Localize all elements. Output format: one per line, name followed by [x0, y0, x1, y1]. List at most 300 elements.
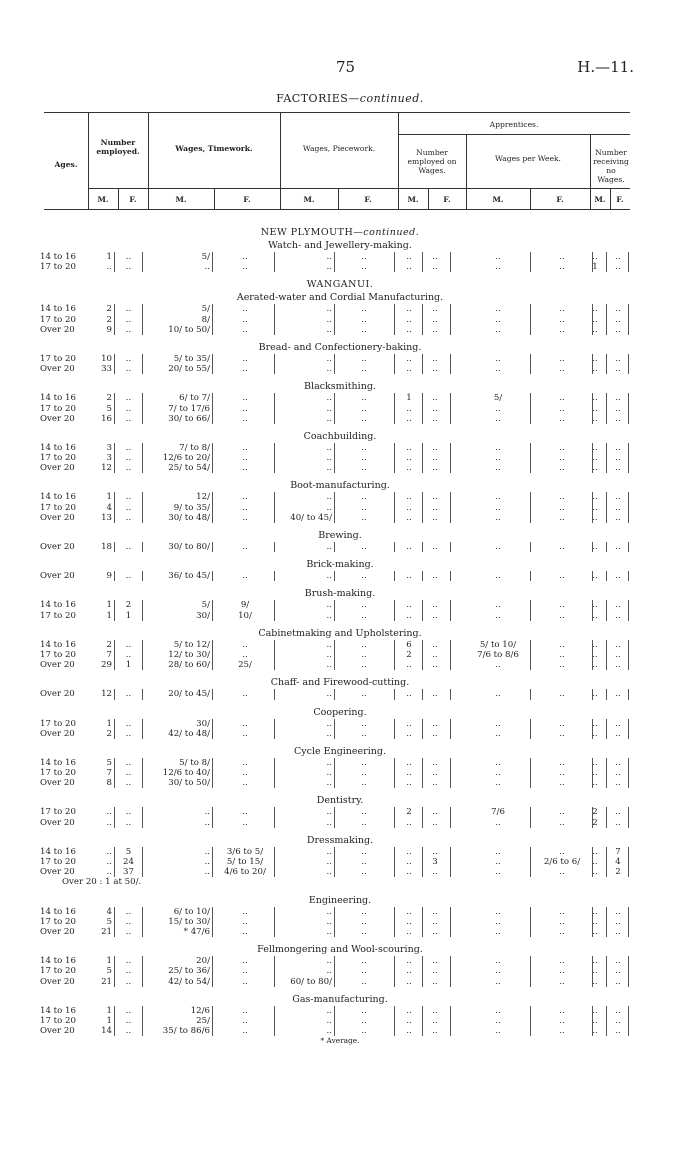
apprentice-m-cell: .. — [406, 906, 412, 917]
timework-f-cell: .. — [242, 649, 248, 660]
no-wage-f-cell: .. — [615, 502, 621, 513]
table-row — [40, 492, 640, 502]
apprentice-wage-m-cell: .. — [495, 413, 501, 424]
age-cell: 17 to 20 — [40, 353, 76, 364]
age-cell: 14 to 16 — [40, 304, 76, 315]
no-wage-f-cell: .. — [615, 768, 621, 779]
apprentice-m-cell: .. — [406, 728, 412, 739]
employed-f-cell: .. — [125, 966, 132, 977]
column-rule — [422, 1016, 423, 1026]
column-rule — [334, 571, 335, 581]
apprentice-m-cell: .. — [406, 542, 412, 552]
apprentice-wage-m-cell: .. — [495, 1015, 501, 1026]
employed-m-cell: 1 — [106, 600, 112, 611]
column-rule — [606, 262, 607, 272]
column-rule — [274, 463, 275, 473]
column-rule — [274, 768, 275, 778]
column-rule — [628, 857, 629, 867]
no-wage-f-cell: .. — [615, 262, 621, 273]
age-cell: Over 20 — [40, 324, 75, 335]
timework-f-cell: .. — [242, 571, 248, 582]
no-wage-f-cell: .. — [615, 571, 621, 582]
apprentice-m-cell: .. — [406, 252, 412, 262]
column-rule — [334, 807, 335, 817]
column-rule — [450, 453, 451, 463]
apprentice-m-cell: .. — [406, 314, 412, 325]
trade-heading: Watch- and Jewellery-making. — [268, 240, 412, 251]
no-wage-f-cell: .. — [615, 314, 621, 325]
column-rule — [530, 847, 531, 857]
column-rule — [628, 956, 629, 966]
column-rule — [114, 252, 115, 262]
timework-f-cell: .. — [242, 1005, 248, 1016]
column-rule — [114, 917, 115, 927]
no-wage-m-cell: .. — [592, 364, 598, 375]
apprentice-wage-m-cell: .. — [495, 689, 501, 700]
apprentice-wage-f-cell: .. — [559, 304, 565, 315]
column-rule — [114, 325, 115, 335]
column-rule — [628, 917, 629, 927]
column-rule — [212, 768, 213, 778]
no-wage-m-cell: .. — [592, 463, 598, 474]
no-wage-f-cell: .. — [615, 1026, 621, 1037]
header-m: M. — [175, 195, 187, 204]
timework-f-cell: .. — [242, 512, 248, 523]
employed-m-cell: 5 — [106, 403, 112, 414]
table-row — [40, 600, 640, 610]
column-rule — [142, 977, 143, 987]
apprentice-wage-f-cell: .. — [559, 492, 565, 503]
table-row — [40, 907, 640, 917]
apprentice-m-cell: .. — [406, 757, 412, 768]
employed-m-cell: 16 — [101, 413, 112, 424]
header-ages: Ages. — [54, 160, 78, 169]
apprentice-wage-m-cell: .. — [495, 610, 501, 621]
column-rule — [114, 719, 115, 729]
apprentice-wage-f-cell: .. — [559, 718, 565, 729]
age-cell: 14 to 16 — [40, 1005, 76, 1016]
column-rule — [142, 729, 143, 739]
piecework-f-cell: .. — [361, 571, 367, 582]
column-rule — [142, 867, 143, 877]
column-rule — [606, 571, 607, 581]
column-rule — [142, 1026, 143, 1036]
trade-heading: Brush-making. — [304, 588, 376, 600]
employed-f-cell: .. — [125, 262, 132, 273]
no-wage-f-cell: .. — [615, 689, 621, 700]
no-wage-f-cell: .. — [615, 600, 621, 611]
column-rule — [212, 503, 213, 513]
timework-m-cell: 12/6 to 40/ — [162, 768, 210, 779]
no-wage-f-cell: .. — [615, 453, 621, 464]
column-rule — [422, 650, 423, 660]
column-rule — [628, 393, 629, 403]
column-rule — [530, 443, 531, 453]
employed-m-cell: 33 — [101, 364, 112, 375]
header-m: M. — [407, 195, 419, 204]
no-wage-f-cell: .. — [615, 353, 621, 364]
column-rule — [142, 917, 143, 927]
column-rule — [450, 325, 451, 335]
no-wage-m-cell: .. — [592, 252, 598, 262]
column-rule — [530, 1026, 531, 1036]
employed-f-cell: .. — [125, 304, 132, 315]
column-rule — [628, 463, 629, 473]
age-cell: 17 to 20 — [40, 649, 76, 660]
column-rule — [606, 818, 607, 828]
column-rule — [628, 404, 629, 414]
column-rule — [422, 443, 423, 453]
column-rule — [114, 729, 115, 739]
apprentice-m-cell: .. — [406, 610, 412, 621]
apprentice-m-cell: .. — [406, 442, 412, 453]
piecework-f-cell: .. — [361, 768, 367, 779]
apprentice-wage-f-cell: .. — [559, 542, 565, 552]
column-rule — [422, 689, 423, 699]
column-rule — [606, 304, 607, 314]
apprentice-wage-m-cell: .. — [495, 353, 501, 364]
column-rule — [606, 917, 607, 927]
column-rule — [394, 966, 395, 976]
timework-f-cell: .. — [242, 492, 248, 503]
age-cell: Over 20 — [40, 364, 75, 375]
column-rule — [530, 571, 531, 581]
column-rule — [606, 611, 607, 621]
column-rule — [142, 453, 143, 463]
column-rule — [274, 917, 275, 927]
apprentice-wage-f-cell: .. — [559, 600, 565, 611]
no-wage-f-cell: .. — [615, 442, 621, 453]
column-rule — [334, 443, 335, 453]
apprentice-m-cell: .. — [406, 403, 412, 414]
employed-f-cell: 1 — [125, 610, 132, 621]
column-rule — [114, 542, 115, 552]
apprentice-m-cell: .. — [406, 916, 412, 927]
employed-m-cell: 18 — [101, 542, 112, 552]
trade-heading: Boot-manufacturing. — [290, 480, 390, 492]
column-rule — [142, 325, 143, 335]
column-rule — [212, 611, 213, 621]
timework-m-cell: 35/ to 86/6 — [162, 1026, 210, 1037]
piecework-f-cell: .. — [361, 976, 367, 987]
apprentice-f-cell: .. — [432, 778, 438, 789]
column-rule — [334, 513, 335, 523]
age-cell: Over 20 — [40, 817, 75, 828]
age-cell: 14 to 16 — [40, 442, 76, 453]
section-note: Over 20 : 1 at 50/. — [62, 877, 142, 888]
employed-f-cell: .. — [125, 906, 132, 917]
employed-m-cell: .. — [106, 867, 112, 878]
no-wage-f-cell: .. — [615, 542, 621, 552]
column-rule — [334, 847, 335, 857]
column-rule — [394, 463, 395, 473]
column-rule — [422, 315, 423, 325]
apprentice-wage-m-cell: .. — [495, 600, 501, 611]
no-wage-m-cell: .. — [592, 966, 598, 977]
table-row — [40, 1006, 640, 1016]
column-rule — [114, 768, 115, 778]
piecework-f-cell: .. — [361, 1005, 367, 1016]
column-rule — [142, 1006, 143, 1016]
employed-m-cell: 2 — [106, 393, 112, 404]
age-cell: 17 to 20 — [40, 403, 76, 414]
piecework-f-cell: .. — [361, 660, 367, 671]
no-wage-f-cell: .. — [615, 1015, 621, 1026]
no-wage-f-cell: .. — [615, 906, 621, 917]
age-cell: 17 to 20 — [40, 807, 76, 818]
piecework-m-cell: 40/ to 45/ — [290, 512, 332, 523]
column-rule — [394, 1016, 395, 1026]
column-rule — [606, 729, 607, 739]
column-rule — [530, 857, 531, 867]
column-rule — [450, 262, 451, 272]
apprentice-wage-m-cell: 7/6 — [491, 807, 505, 818]
apprentice-f-cell: .. — [432, 757, 438, 768]
column-rule — [628, 492, 629, 502]
column-rule — [212, 354, 213, 364]
column-rule — [212, 966, 213, 976]
no-wage-m-cell: .. — [592, 453, 598, 464]
apprentice-f-cell: .. — [432, 324, 438, 335]
apprentice-wage-m-cell: .. — [495, 857, 501, 867]
column-rule — [422, 807, 423, 817]
timework-m-cell: 5/ — [201, 252, 210, 262]
apprentice-f-cell: .. — [432, 600, 438, 611]
column-rule — [334, 364, 335, 374]
apprentice-f-cell: .. — [432, 314, 438, 325]
apprentice-f-cell: .. — [432, 403, 438, 414]
employed-m-cell: 1 — [106, 1005, 112, 1016]
trade-heading: Aerated-water and Cordial Manufacturing. — [236, 292, 444, 304]
employed-f-cell: .. — [125, 542, 132, 552]
column-rule — [142, 719, 143, 729]
piecework-m-cell: .. — [326, 542, 332, 552]
employed-m-cell: 1 — [106, 252, 112, 262]
employed-f-cell: .. — [125, 728, 132, 739]
column-rule — [422, 453, 423, 463]
column-rule — [212, 847, 213, 857]
no-wage-m-cell: 2 — [592, 807, 598, 818]
column-rule — [142, 600, 143, 610]
employed-f-cell: .. — [125, 502, 132, 513]
apprentice-wage-m-cell: .. — [495, 542, 501, 552]
no-wage-m-cell: .. — [592, 442, 598, 453]
apprentice-f-cell: .. — [432, 956, 438, 967]
header-number-employed: Number employed. — [96, 138, 140, 156]
column-rule — [212, 778, 213, 788]
timework-m-cell: 30/ to 48/ — [168, 512, 210, 523]
column-rule — [628, 571, 629, 581]
column-rule — [114, 867, 115, 877]
column-rule — [274, 315, 275, 325]
apprentice-wage-m-cell: .. — [495, 512, 501, 523]
apprentice-wage-f-cell: .. — [559, 916, 565, 927]
piecework-f-cell: .. — [361, 728, 367, 739]
employed-m-cell: 14 — [101, 1026, 112, 1037]
apprentice-m-cell: .. — [406, 453, 412, 464]
employed-m-cell: 2 — [106, 639, 112, 650]
column-rule — [422, 503, 423, 513]
no-wage-m-cell: .. — [592, 867, 598, 878]
table-row — [40, 778, 640, 788]
no-wage-f-cell: .. — [615, 324, 621, 335]
no-wage-m-cell: .. — [592, 304, 598, 315]
no-wage-f-cell: 2 — [615, 867, 621, 878]
no-wage-m-cell: .. — [592, 542, 598, 552]
column-rule — [606, 393, 607, 403]
apprentice-f-cell: .. — [432, 718, 438, 729]
piecework-f-cell: .. — [361, 689, 367, 700]
table-row — [40, 966, 640, 976]
column-rule — [422, 611, 423, 621]
column-rule — [394, 492, 395, 502]
timework-m-cell: 12/6 to 20/ — [162, 453, 210, 464]
column-rule — [530, 503, 531, 513]
column-rule — [142, 956, 143, 966]
no-wage-m-cell: .. — [592, 846, 598, 857]
apprentice-m-cell: .. — [406, 1015, 412, 1026]
column-rule — [394, 354, 395, 364]
column-rule — [142, 252, 143, 262]
column-rule — [212, 650, 213, 660]
header-f: F. — [243, 195, 251, 204]
column-rule — [530, 611, 531, 621]
apprentice-wage-f-cell: .. — [559, 867, 565, 878]
column-rule — [274, 689, 275, 699]
column-rule — [530, 650, 531, 660]
column-rule — [114, 393, 115, 403]
column-rule — [142, 758, 143, 768]
column-rule — [142, 927, 143, 937]
table-row — [40, 1016, 640, 1026]
apprentice-m-cell: .. — [406, 660, 412, 671]
column-rule — [628, 847, 629, 857]
column-rule — [422, 600, 423, 610]
column-rule — [450, 977, 451, 987]
column-rule — [274, 778, 275, 788]
column-rule — [628, 640, 629, 650]
no-wage-f-cell: .. — [615, 252, 621, 262]
apprentice-f-cell: .. — [432, 512, 438, 523]
apprentice-wage-f-cell: .. — [559, 353, 565, 364]
apprentice-wage-m-cell: .. — [495, 718, 501, 729]
age-cell: 17 to 20 — [40, 502, 76, 513]
column-rule — [394, 778, 395, 788]
apprentice-m-cell: .. — [406, 413, 412, 424]
column-rule — [212, 325, 213, 335]
apprentice-m-cell: .. — [406, 778, 412, 789]
column-rule — [274, 867, 275, 877]
column-rule — [450, 513, 451, 523]
employed-m-cell: .. — [106, 807, 112, 818]
trade-heading: Chaff- and Firewood-cutting. — [270, 677, 410, 689]
column-rule — [212, 463, 213, 473]
timework-m-cell: 5/ — [201, 600, 210, 611]
timework-m-cell: 6/ to 7/ — [179, 393, 210, 404]
column-rule — [142, 1016, 143, 1026]
piecework-m-cell: .. — [326, 502, 332, 513]
no-wage-f-cell: .. — [615, 976, 621, 987]
apprentice-m-cell: .. — [406, 463, 412, 474]
column-rule — [334, 600, 335, 610]
trade-heading: Bread- and Confectionery-baking. — [258, 341, 422, 353]
age-cell: 17 to 20 — [40, 718, 76, 729]
piecework-m-cell: .. — [326, 1026, 332, 1037]
column-rule — [422, 927, 423, 937]
apprentice-m-cell: .. — [406, 502, 412, 513]
column-rule — [628, 315, 629, 325]
piecework-m-cell: .. — [326, 906, 332, 917]
column-rule — [530, 364, 531, 374]
timework-m-cell: 25/ — [196, 1015, 210, 1026]
column-rule — [628, 262, 629, 272]
table-row — [40, 719, 640, 729]
age-cell: Over 20 — [40, 689, 75, 700]
column-rule — [212, 453, 213, 463]
employed-m-cell: 12 — [101, 689, 112, 700]
table-row — [40, 977, 640, 987]
timework-f-cell: .. — [242, 926, 248, 937]
column-rule — [450, 689, 451, 699]
apprentice-f-cell: .. — [432, 463, 438, 474]
no-wage-f-cell: .. — [615, 512, 621, 523]
no-wage-f-cell: .. — [615, 807, 621, 818]
column-rule — [274, 640, 275, 650]
column-rule — [628, 977, 629, 987]
column-rule — [530, 404, 531, 414]
apprentice-f-cell: .. — [432, 364, 438, 375]
table-row — [40, 857, 640, 867]
no-wage-m-cell: .. — [592, 857, 598, 867]
column-rule — [530, 966, 531, 976]
employed-m-cell: 5 — [106, 916, 112, 927]
apprentice-m-cell: .. — [406, 966, 412, 977]
column-rule — [142, 513, 143, 523]
piecework-m-cell: .. — [326, 262, 332, 273]
apprentice-wage-f-cell: .. — [559, 906, 565, 917]
table-row — [40, 304, 640, 314]
column-rule — [114, 611, 115, 621]
column-rule — [530, 315, 531, 325]
column-rule — [530, 689, 531, 699]
table-row — [40, 453, 640, 463]
column-rule — [530, 956, 531, 966]
employed-m-cell: 5 — [106, 757, 112, 768]
age-cell: 17 to 20 — [40, 314, 76, 325]
column-rule — [334, 927, 335, 937]
column-rule — [530, 640, 531, 650]
table-row — [40, 354, 640, 364]
apprentice-wage-m-cell: .. — [495, 324, 501, 335]
no-wage-m-cell: .. — [592, 768, 598, 779]
column-rule — [212, 252, 213, 262]
apprentice-m-cell: .. — [406, 926, 412, 937]
column-rule — [114, 660, 115, 670]
column-rule — [274, 660, 275, 670]
employed-m-cell: .. — [106, 846, 112, 857]
column-rule — [274, 719, 275, 729]
piecework-f-cell: .. — [361, 1026, 367, 1037]
column-rule — [450, 907, 451, 917]
column-rule — [628, 503, 629, 513]
timework-f-cell: 10/ — [238, 610, 252, 621]
employed-f-cell: 24 — [123, 857, 134, 867]
header-number-on-wages: Number employed on Wages. — [407, 148, 457, 175]
apprentice-wage-m-cell: .. — [495, 778, 501, 789]
column-rule — [142, 847, 143, 857]
piecework-f-cell: .. — [361, 314, 367, 325]
header-f: F. — [616, 195, 624, 204]
